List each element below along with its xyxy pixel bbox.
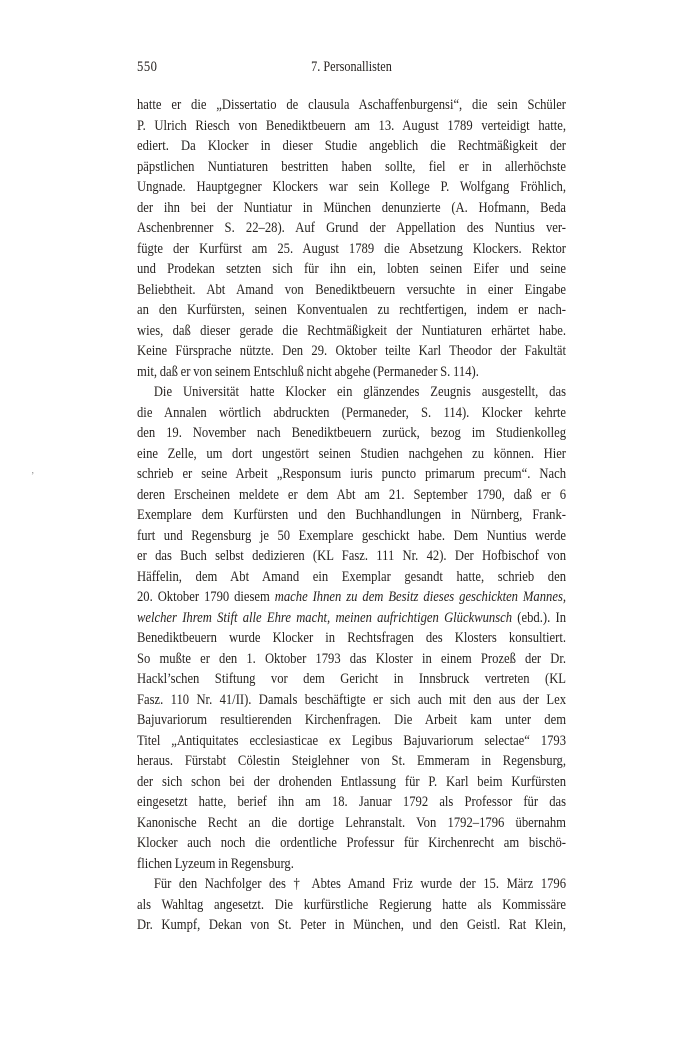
text-segment: Häffelin, dem Abt Amand ein Exemplar gesandt hatte, schrieb den	[137, 568, 567, 585]
quoted-italic-segment: welcher Ihrem Stift alle Ehre macht, meinen aufrichtigen Glückwunsch	[137, 609, 513, 626]
text-line	[137, 608, 566, 629]
text-segment: Kanonische Recht an die dortige Lehranstalt. Von 1792–1796 übernahm	[137, 814, 567, 831]
text-segment: und Prodekan setzten sich für ihn ein, lobten seinen Eifer und seine	[137, 261, 567, 277]
running-title: 7. Personallisten	[311, 59, 392, 75]
text-line	[137, 464, 566, 485]
text-segment: (ebd.). In	[512, 609, 567, 626]
text-segment: 20. Oktober 1790 diesem	[137, 589, 275, 605]
text-segment: der sich schon bei der drohenden Entlassung für P. Karl beim Kurfürsten	[137, 773, 567, 790]
text-line	[137, 546, 566, 567]
text-segment: eine Zelle, um dort ungestört seinen Studien nachgehen zu können. Hier	[137, 445, 567, 462]
text-line	[137, 915, 566, 936]
text-segment: den 19. November nach Benediktbeuern zurück, bezog im Studienkolleg	[137, 425, 567, 441]
text-line	[137, 833, 566, 854]
text-line	[137, 649, 566, 670]
text-segment: Benediktbeuern wurde Klocker in Rechtsfragen des Klosters konsultiert.	[137, 630, 567, 646]
text-line	[137, 731, 566, 752]
text-line	[137, 567, 566, 588]
text-segment: Fasz. 110 Nr. 41/II). Damals beschäftigte er sich auch mit den aus der Lex	[137, 691, 567, 708]
text-line	[137, 505, 566, 526]
text-line	[137, 239, 566, 260]
text-segment: heraus. Fürstabt Cölestin Steiglehner von St. Emmeram in Regensburg,	[137, 753, 567, 769]
text-segment: hatte er die „Dissertatio de clausula Aschaffenburgensi“, die sein Schüler	[137, 97, 567, 113]
text-segment: Dr. Kumpf, Dekan von St. Peter in München, und den Geistl. Rat Klein,	[137, 917, 567, 933]
text-line	[137, 403, 566, 424]
text-line	[137, 792, 566, 813]
page-number: 550	[137, 59, 158, 75]
text-segment: flichen Lyzeum in Regensburg.	[137, 855, 294, 872]
text-segment: fügte der Kurfürst am 25. August 1789 die Absetzung Klockers. Rektor	[137, 240, 567, 257]
text-line	[137, 895, 566, 916]
text-segment: an den Kurfürsten, seinen Konventualen zu rechtfertigen, indem er nach-	[137, 302, 567, 318]
text-segment: Ungnade. Hauptgegner Klockers war sein Kollege P. Wolfgang Fröhlich,	[137, 179, 567, 195]
text-line	[137, 710, 566, 731]
text-line	[137, 382, 566, 403]
text-segment: Hackl’schen Stiftung vor dem Gericht in Innsbruck vertreten (KL	[137, 671, 567, 687]
text-line	[137, 587, 566, 608]
text-line	[137, 116, 566, 137]
text-block	[137, 57, 566, 936]
quoted-italic-segment: mache Ihnen zu dem Besitz dieses geschickten Mannes,	[274, 589, 567, 605]
text-line	[137, 751, 566, 772]
text-segment: P. Ulrich Riesch von Benediktbeuern am 13. August 1789 verteidigt hatte,	[137, 117, 567, 134]
text-line	[137, 300, 566, 321]
text-segment: eingesetzt hatte, berief ihn am 18. Januar 1792 als Professor für das	[137, 794, 567, 810]
text-line	[137, 198, 566, 219]
text-segment: Bajuvariorum resultierenden Kirchenfragen. Die Arbeit kam unter dem	[137, 712, 567, 728]
text-segment: die Annalen wörtlich abdruckten (Permaneder, S. 114). Klocker kehrte	[137, 404, 567, 421]
text-segment: Die Universität hatte Klocker ein glänzendes Zeugnis ausgestellt, das	[153, 384, 567, 400]
text-segment: schrieb er seine Arbeit „Responsum iuris puncto primarum precum“. Nach	[137, 466, 567, 482]
text-line	[137, 444, 566, 465]
text-line	[137, 669, 566, 690]
text-line	[137, 628, 566, 649]
text-line	[137, 259, 566, 280]
text-segment: Keine Fürsprache nützte. Den 29. Oktober teilte Karl Theodor der Fakultät	[137, 343, 567, 359]
text-segment: So mußte er den 1. Oktober 1793 das Kloster in einem Prozeß der Dr.	[137, 650, 567, 667]
text-line	[137, 341, 566, 362]
text-segment: Titel „Antiquitates ecclesiasticae ex Legibus Bajuvariorum selectae“ 1793	[137, 732, 567, 749]
text-segment: Klocker auch noch die ordentliche Professur für Kirchenrecht am bischö-	[137, 835, 567, 851]
text-segment: mit, daß er von seinem Entschluß nicht abgehe (Permaneder S. 114).	[137, 363, 479, 380]
text-segment: deren Erscheinen meldete er dem Abt am 21. September 1790, daß er 6	[137, 486, 567, 503]
text-segment: furt und Regensburg je 50 Exemplare geschickt habe. Dem Nuntius werde	[137, 527, 567, 544]
text-segment: Exemplare dem Kurfürsten und den Buchhandlungen in Nürnberg, Frank-	[137, 507, 567, 523]
text-line	[137, 218, 566, 239]
text-segment: wies, daß dieser gerade die Rechtmäßigkeit der Nuntiaturen erhärtet habe.	[137, 322, 567, 339]
text-line	[137, 423, 566, 444]
text-line	[137, 485, 566, 506]
text-line	[137, 526, 566, 547]
text-segment: päpstlichen Nuntiaturen bestritten haben sollte, fiel er in allerhöchste	[137, 158, 567, 175]
text-line	[137, 874, 566, 895]
text-line	[137, 136, 566, 157]
text-line	[137, 95, 566, 116]
body-text	[137, 95, 566, 936]
text-line	[137, 362, 566, 383]
text-line	[137, 321, 566, 342]
text-segment: Für den Nachfolger des † Abtes Amand Friz wurde der 15. März 1796	[153, 876, 567, 892]
text-segment: ediert. Da Klocker in dieser Studie angeblich die Rechtmäßigkeit der	[137, 138, 567, 154]
text-line	[137, 772, 566, 793]
text-line	[137, 813, 566, 834]
text-segment: er das Buch selbst dedizieren (KL Fasz. 111 Nr. 42). Der Hofbischof von	[137, 548, 567, 564]
text-segment: als Wahltag angesetzt. Die kurfürstliche Regierung hatte als Kommissäre	[137, 896, 567, 913]
text-segment: Aschenbrenner S. 22–28). Auf Grund der Appellation des Nuntius ver-	[137, 220, 567, 236]
text-line	[137, 690, 566, 711]
text-line	[137, 280, 566, 301]
text-segment: der ihn bei der Nuntiatur in München denunzierte (A. Hofmann, Beda	[137, 199, 567, 216]
text-line	[137, 157, 566, 178]
scan-artifact: ’	[31, 471, 35, 482]
text-line	[137, 854, 566, 875]
text-line	[137, 177, 566, 198]
running-head	[137, 57, 566, 77]
text-segment: Beliebtheit. Abt Amand von Benediktbeuern versuchte in einer Eingabe	[137, 281, 567, 298]
